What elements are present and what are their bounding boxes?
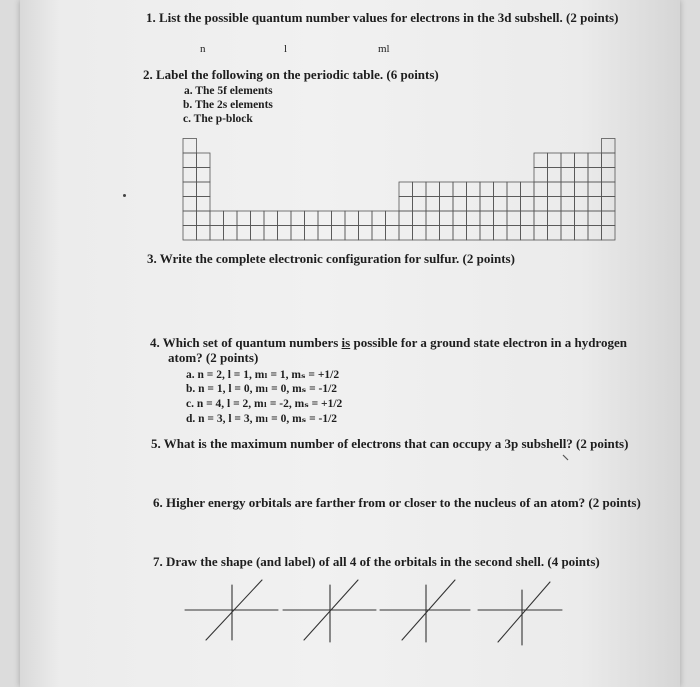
periodic-table-cell <box>575 226 589 241</box>
periodic-table-cell <box>602 226 616 241</box>
periodic-table-cell <box>534 211 548 226</box>
periodic-table-cell <box>561 182 575 197</box>
periodic-table-cell <box>197 226 211 241</box>
periodic-table-cell <box>588 182 602 197</box>
periodic-table-cell <box>359 226 373 241</box>
periodic-table-cell <box>183 168 197 183</box>
question-5: 5. What is the maximum number of electrons that can occupy a 3p subshell? (2 points) <box>151 436 629 451</box>
periodic-table-cell <box>399 182 413 197</box>
periodic-table-cell <box>548 211 562 226</box>
periodic-table-cell <box>534 182 548 197</box>
periodic-table-cell <box>210 226 224 241</box>
periodic-table-cell <box>561 226 575 241</box>
periodic-table-cell <box>237 211 251 226</box>
q1-header-n: n <box>200 43 206 55</box>
periodic-table-cell <box>183 182 197 197</box>
periodic-table-cell <box>440 211 454 226</box>
periodic-table-cell <box>480 182 494 197</box>
periodic-table-cell <box>197 197 211 212</box>
periodic-table-cell <box>588 197 602 212</box>
q2-item-a: a. The 5f elements <box>184 85 273 97</box>
periodic-table-cell <box>305 211 319 226</box>
periodic-table-cell <box>224 226 238 241</box>
periodic-table-cell <box>548 168 562 183</box>
periodic-table-cell <box>197 168 211 183</box>
periodic-table-cell <box>480 197 494 212</box>
periodic-table-cell <box>372 211 386 226</box>
periodic-table-cell <box>183 197 197 212</box>
periodic-table-cell <box>413 211 427 226</box>
periodic-table-cell <box>359 211 373 226</box>
periodic-table-cell <box>575 211 589 226</box>
periodic-table-cell <box>426 226 440 241</box>
periodic-table-cell <box>318 211 332 226</box>
periodic-table-cell <box>399 211 413 226</box>
q4-option-b: b. n = 1, l = 0, mₗ = 0, mₛ = -1/2 <box>186 383 338 395</box>
periodic-table-cell <box>467 197 481 212</box>
periodic-table-cell <box>210 211 224 226</box>
periodic-table-cell <box>183 139 197 154</box>
question-4-line2: atom? (2 points) <box>168 350 259 365</box>
periodic-table-cell <box>507 197 521 212</box>
periodic-table-cell <box>224 211 238 226</box>
periodic-table-cell <box>494 182 508 197</box>
periodic-table-cell <box>534 197 548 212</box>
periodic-table-cell <box>602 211 616 226</box>
orbital-sketches <box>185 580 562 645</box>
periodic-table-cell <box>480 226 494 241</box>
periodic-table-cell <box>588 226 602 241</box>
question-7: 7. Draw the shape (and label) of all 4 of the orbitals in the second shell. (4 points) <box>153 554 600 569</box>
periodic-table-cell <box>386 226 400 241</box>
periodic-table-cell <box>183 211 197 226</box>
periodic-table-cell <box>548 226 562 241</box>
question-4: 4. Which set of quantum numbers is possible for a ground state electron in a hydrogen <box>150 335 627 350</box>
periodic-table-cell <box>548 153 562 168</box>
periodic-table-cell <box>575 168 589 183</box>
periodic-table-cell <box>507 226 521 241</box>
pen-mark <box>563 455 568 460</box>
periodic-table-cell <box>399 197 413 212</box>
periodic-table-cell <box>521 197 535 212</box>
periodic-table-cell <box>197 211 211 226</box>
periodic-table-cell <box>278 226 292 241</box>
periodic-table-cell <box>561 153 575 168</box>
periodic-table-cell <box>521 211 535 226</box>
periodic-table-cell <box>399 226 413 241</box>
periodic-table-cell <box>507 211 521 226</box>
periodic-table-cell <box>467 226 481 241</box>
q4-option-c: c. n = 4, l = 2, mₗ = -2, mₛ = +1/2 <box>186 398 343 410</box>
periodic-table-cell <box>332 226 346 241</box>
periodic-table-cell <box>440 182 454 197</box>
periodic-table-cell <box>548 182 562 197</box>
periodic-table-cell <box>291 211 305 226</box>
periodic-table-cell <box>453 197 467 212</box>
periodic-table-cell <box>453 211 467 226</box>
periodic-table-cell <box>494 197 508 212</box>
periodic-table-cell <box>413 197 427 212</box>
question-3: 3. Write the complete electronic configuration for sulfur. (2 points) <box>147 251 515 266</box>
periodic-table-cell <box>588 153 602 168</box>
periodic-table-cell <box>426 211 440 226</box>
periodic-table-cell <box>467 211 481 226</box>
periodic-table-cell <box>534 226 548 241</box>
periodic-table-cell <box>602 168 616 183</box>
periodic-table-cell <box>426 182 440 197</box>
periodic-table-cell <box>440 197 454 212</box>
orbital-axes-2 <box>283 580 376 642</box>
periodic-table-cell <box>332 211 346 226</box>
periodic-table-cell <box>588 211 602 226</box>
q1-header-ml: ml <box>378 43 390 55</box>
periodic-table-cell <box>413 226 427 241</box>
periodic-table-cell <box>548 197 562 212</box>
periodic-table-cell <box>426 197 440 212</box>
periodic-table-cell <box>494 211 508 226</box>
periodic-table-cell <box>521 182 535 197</box>
periodic-table-cell <box>494 226 508 241</box>
q1-header-l: l <box>284 43 288 55</box>
periodic-table-cell <box>575 197 589 212</box>
periodic-table-cell <box>534 153 548 168</box>
q2-item-b: b. The 2s elements <box>183 99 273 111</box>
q4-option-a: a. n = 2, l = 1, mₗ = 1, mₛ = +1/2 <box>186 369 340 381</box>
periodic-table-cell <box>588 168 602 183</box>
q2-item-c: c. The p-block <box>183 113 253 125</box>
periodic-table-cell <box>602 197 616 212</box>
question-2: 2. Label the following on the periodic table. (6 points) <box>143 67 439 82</box>
periodic-table-cell <box>575 182 589 197</box>
periodic-table-cell <box>467 182 481 197</box>
periodic-table-cell <box>386 211 400 226</box>
periodic-table-cell <box>561 197 575 212</box>
periodic-table-cell <box>413 182 427 197</box>
periodic-table-cell <box>251 211 265 226</box>
periodic-table-cell <box>507 182 521 197</box>
periodic-table-cell <box>345 211 359 226</box>
periodic-table-cell <box>291 226 305 241</box>
periodic-table-cell <box>197 153 211 168</box>
periodic-table-cell <box>345 226 359 241</box>
q4-option-d: d. n = 3, l = 3, mₗ = 0, mₛ = -1/2 <box>186 413 338 425</box>
periodic-table-cell <box>453 226 467 241</box>
periodic-table-cell <box>602 153 616 168</box>
periodic-table-cell <box>575 153 589 168</box>
periodic-table-cell <box>521 226 535 241</box>
periodic-table-cell <box>264 226 278 241</box>
periodic-table-cell <box>183 226 197 241</box>
periodic-table-cell <box>197 182 211 197</box>
periodic-table-cell <box>561 211 575 226</box>
periodic-table-cell <box>264 211 278 226</box>
periodic-table-cell <box>453 182 467 197</box>
periodic-table-cell <box>278 211 292 226</box>
periodic-table-cell <box>534 168 548 183</box>
orbital-axes-1 <box>185 580 278 640</box>
periodic-table-cell <box>480 211 494 226</box>
periodic-table-cell <box>561 168 575 183</box>
periodic-table-grid <box>183 139 615 241</box>
periodic-table-cell <box>602 139 616 154</box>
periodic-table-cell <box>318 226 332 241</box>
periodic-table-cell <box>602 182 616 197</box>
question-6: 6. Higher energy orbitals are farther from or closer to the nucleus of an atom? (2 points) <box>153 495 641 510</box>
periodic-table-cell <box>251 226 265 241</box>
orbital-axes-4 <box>478 582 562 645</box>
orbital-axes-3 <box>380 580 470 642</box>
periodic-table-cell <box>183 153 197 168</box>
periodic-table-cell <box>305 226 319 241</box>
periodic-table-cell <box>237 226 251 241</box>
periodic-table-cell <box>372 226 386 241</box>
periodic-table-cell <box>440 226 454 241</box>
question-1: 1. List the possible quantum number values for electrons in the 3d subshell. (2 points) <box>146 10 619 25</box>
